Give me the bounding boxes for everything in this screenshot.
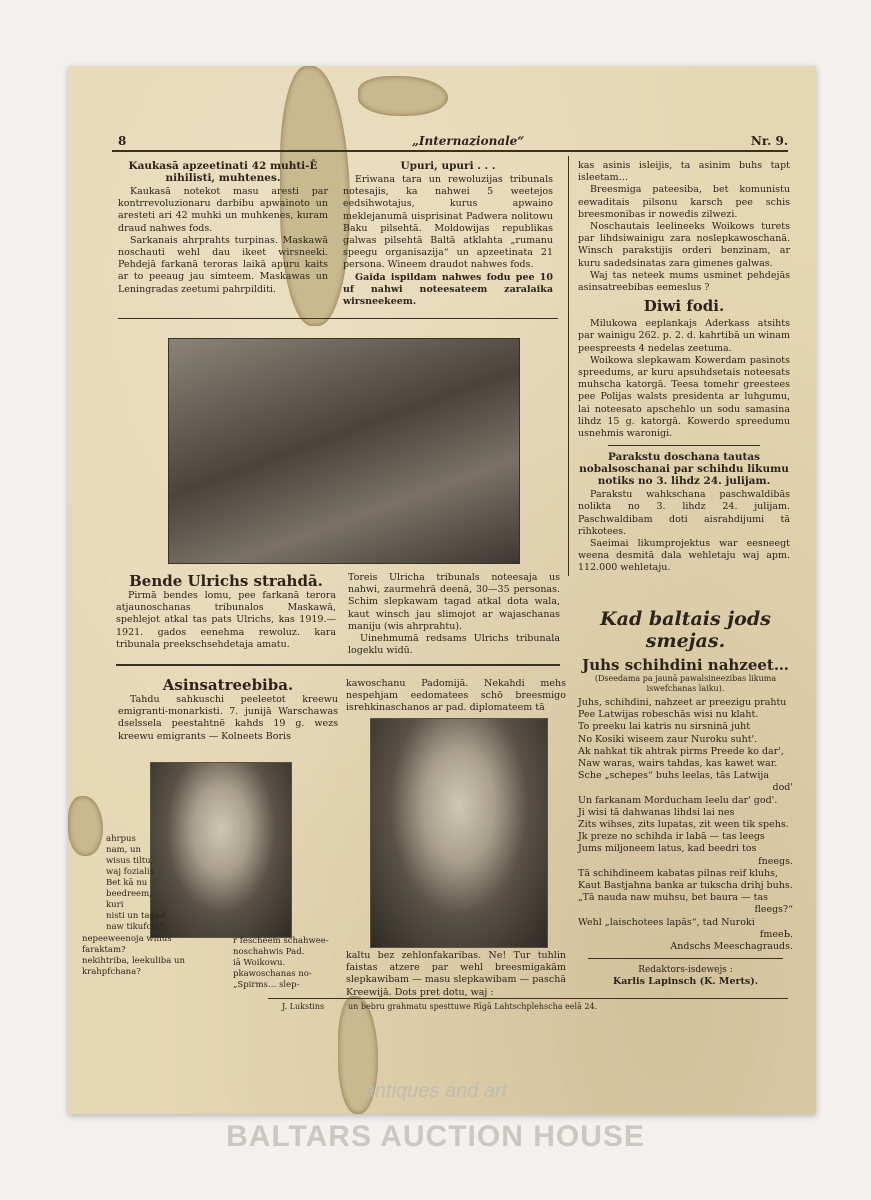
text-fragment: „Spirms… slep- xyxy=(233,980,300,990)
article-ulrichs xyxy=(116,572,336,651)
text-fragment: naw tikufchi? xyxy=(106,922,164,932)
article-revenge xyxy=(118,676,338,743)
text-fragment: beedreem, kuri xyxy=(106,889,152,910)
poem-line: Jk preze no schihda ir labā — tas leegs xyxy=(578,831,765,843)
column-rule xyxy=(568,156,569,576)
article-paragraph: kaltu bez zehlonfakaribas. Ne! Tur tuhlin faistas atzere par wehl breesmigakām slepkawibam — masu slepkawibam — paschā Kreewijā. Dots pret dotu, waj : xyxy=(346,950,566,998)
article-paragraph: Eriwana tara un rewoluzijas tribunals notesajis, ka nahwei 5 weetejos eedsihwotajus, kurus apwaino meklejanumā uisprisinat Padwera nolitowu Baku pilsehtā. Moldowijas republikas galwas pilsehtā Baltā atklahta „rumanu speegu organisazija“ un apzeetinata 21 persona. Wineem draudot nahwes fods. xyxy=(343,174,553,271)
article-revenge-fragments xyxy=(106,834,166,933)
poem-section-title-2: smejas. xyxy=(645,630,726,652)
text-fragment: nekihtriba, leekuliba un xyxy=(82,956,185,966)
poem-line: Sche „schepes“ buhs leelas, tās Latwija xyxy=(578,770,769,782)
text-fragment: ahrpus xyxy=(106,834,136,844)
article-column-right xyxy=(578,160,790,575)
poem-body xyxy=(578,697,793,953)
text-fragment: nam, un xyxy=(106,845,141,855)
article-paragraph: Uinehmumā redsams Ulrichs tribunala logeklu widū. xyxy=(348,633,560,657)
article-paragraph: Parakstu wahkschana paschwaldibās nolikta no 3. lihdz 24. julijam. Paschwaldibam doti aisrahdijumi tā rihkotees. xyxy=(578,489,790,537)
text-fragment: nisti un tagad xyxy=(106,911,166,921)
editor-label: Redaktors-isdewejs : xyxy=(638,965,733,976)
text-fragment: noschahwis Pad. xyxy=(233,947,305,957)
poem-line: Pee Latwijas robeschās wisi nu klaht. xyxy=(578,709,759,721)
article-heading-two-sentences: Diwi fodi. xyxy=(643,297,725,316)
portrait-photo-left xyxy=(150,762,292,938)
page-number: 8 xyxy=(118,134,127,148)
text-fragment: nepeeweenoja winus xyxy=(82,934,172,944)
text-fragment: iā Woikowu. xyxy=(233,958,286,968)
article-caucasus xyxy=(118,160,328,296)
article-poem xyxy=(578,608,793,989)
article-revenge-end xyxy=(346,950,566,999)
newspaper-page xyxy=(68,66,816,1114)
poem-line: Kaut Bastjahna banka ar tukscha drihj buhs. xyxy=(578,880,793,892)
poem-line: Naw waras, wairs tahdas, kas kawet war. xyxy=(578,758,778,770)
article-revenge-cont xyxy=(346,678,566,715)
poem-author: Andschs Meeschagrauds. xyxy=(670,941,793,953)
editor-name: Karlis Lapinsch (K. Merts). xyxy=(612,976,759,988)
tribunal-photo xyxy=(168,338,520,564)
article-heading: Kaukasā apzeetinati 42 muhti-Ē nihilisti, muhtenes. xyxy=(128,160,318,184)
printer-line: un bebru grahmatu spesttuwe Rīgā Lahtschplehscha eelā 24. xyxy=(348,1002,598,1011)
article-heading: Upuri, upuri . . . xyxy=(400,160,496,172)
article-heading: Bende Ulrichs strahdā. xyxy=(129,572,323,590)
article-revenge-fragments-3 xyxy=(233,936,343,991)
article-paragraph: Woikowa slepkawam Kowerdam pasinots spreedums, ar kuru apsuhdsetais noteesats muhscha katorgā. Teesa tomehr greestees pee Polijas walsts presidenta ar luhgumu, lai noteesato apschehlo un sodu samasina lihdz 15 g. katorgā. Kowerdo spreedumu usnehmis waronigi. xyxy=(578,354,790,440)
article-paragraph: Toreis Ulricha tribunals noteesaja us nahwi, zaurmehrā deenā, 30—35 personas. Schim slepkawam tagad atkal dota wala, kaut winsch jau slimojot ar wajaschanas maniju (wis ahrprahtu). xyxy=(348,572,560,632)
section-rule xyxy=(118,318,558,319)
poem-line: Ji wisi tā dahwanas lihdsi lai nes xyxy=(578,806,735,818)
paper-damage xyxy=(358,76,448,116)
poem-line: Jums miljoneem latus, kad beedri tos xyxy=(578,843,757,855)
article-paragraph: Kaukasā notekot masu aresti par kontrrevoluzionaru darbibu apwainoto un aresteti ari 42 muhki un muhkenes, kuram draud nahwes fods. xyxy=(118,186,328,234)
text-fragment: faraktam? xyxy=(82,945,126,955)
section-rule xyxy=(608,445,760,446)
article-paragraph: Noschautais leelineeks Woikows turets par lihdsiwainigu zara noslepkawoschanā. Winsch parakstijis orderi benzinam, ar kuru sadedsinatas zara gimenes galwas. xyxy=(578,221,790,269)
newspaper-title: „Internazionale“ xyxy=(412,134,525,148)
poem-line: Wehl „laischotees lapās“, tad Nuroki xyxy=(578,916,755,928)
article-ulrichs-cont xyxy=(348,572,560,657)
article-paragraph: Saeimai likumprojektus war eesneegt weena desmitā dala wehletaju waj apm. 112.000 wehletaju. xyxy=(578,538,790,574)
poem-line: dod' xyxy=(772,782,793,794)
poem-line: Tā schihdineem kabatas pilnas reif kluhs, xyxy=(578,867,779,879)
poem-line: fleegs?“ xyxy=(754,904,793,916)
article-victims xyxy=(343,160,553,308)
article-revenge-fragments-2 xyxy=(82,934,232,978)
article-heading-signatures: Parakstu doschana tautas nobalsoschanai par schihdu likumu notiks no 3. lihdz 24. julijam. xyxy=(579,451,789,488)
poem-section-title: Kad baltais jods xyxy=(600,608,771,630)
section-rule xyxy=(116,664,560,666)
article-paragraph: Sarkanais ahrprahts turpinas. Maskawā noschauti wehl dau ikeet wirsneeki. Pehdejā farkanā teroras laikā apuru kaits ar to peeaug jau simteem. Maskawas un Leningradas zeetumi pahrpilditi. xyxy=(118,234,328,295)
paper-damage xyxy=(68,796,103,856)
text-fragment: r fescheem schahwee- xyxy=(233,936,329,946)
footer-rule xyxy=(268,998,788,999)
poem-line: No Kosiki wiseem zaur Nuroku suht'. xyxy=(578,733,758,745)
poem-title: Juhs schihdini nahzeet… xyxy=(582,656,789,674)
poem-line: „Tā nauda naw muhsu, bet baura — tas xyxy=(578,892,768,904)
poem-line: fmeeЬ. xyxy=(759,928,793,940)
poem-line: Juhs, schihdini, nahzeet ar preezigu prahtu xyxy=(578,697,787,708)
article-heading: Asinsatreebiba. xyxy=(162,676,294,694)
article-paragraph: kawoschanu Padomijā. Nekahdi mehs nespehjam eedomatees schō breesmigo isrehkinaschanos ar pad. diplomateem tā xyxy=(346,678,566,714)
article-paragraph: kas asinis isleijis, ta asinim buhs tapt isleetam… xyxy=(578,160,790,184)
text-fragment: waj fozialis xyxy=(106,867,155,877)
article-paragraph: Waj tas neteek mums usminet pehdejās asinsatreebibas eemeslus ? xyxy=(578,269,790,294)
poem-line: Zits wihses, zits lupatas, zit ween tik spehs. xyxy=(578,819,789,831)
text-fragment: pkawoschanas no- xyxy=(233,969,312,979)
poem-subtitle: (Dseedama pa jaunā pawalsineezibas likuma iswefchanas laiku). xyxy=(594,674,777,693)
article-paragraph: Milukowa eeplankajs Aderkass atsihts par wainigu 262. p. 2. d. kahrtibā un winam peespreests 4 nedelas zeetuma. xyxy=(578,318,790,354)
article-paragraph: Breesmiga pateesiba, bet komunistu eewaditais pilsonu karsch pee schis breesmonibas ir nowedis zilwezi. xyxy=(578,184,790,220)
poem-line: Ak nahkat tik ahtrak pirms Preede ko dar', xyxy=(578,745,784,757)
poem-line: To preeku lai katris nu sirsninā juht xyxy=(578,721,751,733)
header-rule xyxy=(112,150,788,152)
signature: J. Lukstins xyxy=(282,1002,325,1011)
text-fragment: Bet kā nu xyxy=(106,878,148,888)
text-fragment: wisus tiltu, xyxy=(106,856,154,866)
issue-number: Nr. 9. xyxy=(750,134,788,148)
portrait-photo-center xyxy=(370,718,548,948)
poem-line: Un farkanam Morducham leelu dar' god'. xyxy=(578,794,778,806)
watermark-auction-house: BALTARS AUCTION HOUSE xyxy=(226,1120,645,1153)
watermark-tagline: antiques and art xyxy=(363,1080,508,1102)
article-paragraph: Pirmā bendes lomu, pee farkanā terora atjaunoschanas tribunalos Maskawā, spehlejot atkal tas pats Ulrichs, kas 1919.—1921. gados eenehma rewoluz. kara tribunala preekschsehdetaja amatu. xyxy=(116,590,336,650)
text-fragment: krahpfchana? xyxy=(82,967,141,977)
section-rule xyxy=(588,958,783,959)
article-paragraph: Gaida ispildam nahwes fodu pee 10 uf nahwi noteesateem zaralaika wirsneekeem. xyxy=(343,271,553,308)
article-paragraph: Tahdu sahkuschi peeleetot kreewu emigranti-monarkisti. 7. junijā Warschawas dselssela peestahtnē kahds 19 g. wezs kreewu emigrants — Kolneets Boris xyxy=(118,694,338,742)
poem-line: fneegs. xyxy=(758,855,793,867)
